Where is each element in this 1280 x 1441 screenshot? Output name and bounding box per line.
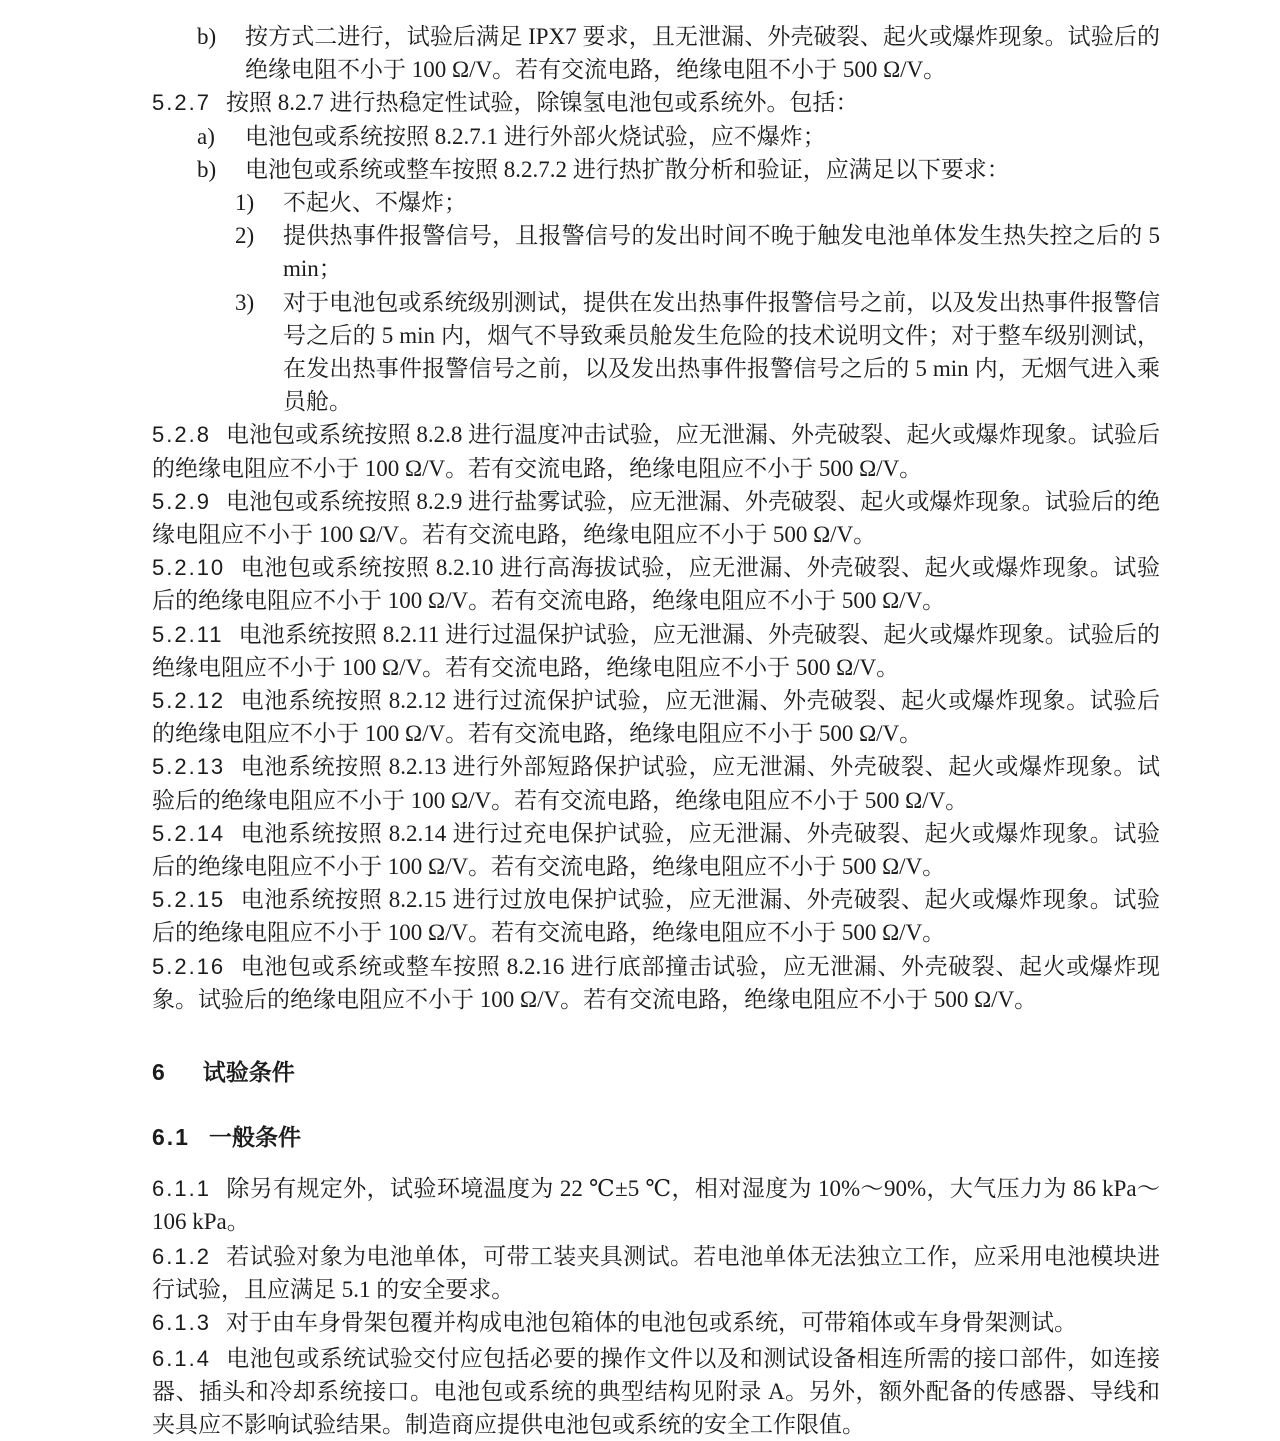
clause-text: 电池系统按照 8.2.11 进行过温保护试验，应无泄漏、外壳破裂、起火或爆炸现象。试验后的绝缘电阻应不小于 100 Ω/V。若有交流电路，绝缘电阻应不小于 500 Ω/V。	[152, 621, 1160, 680]
item-label: 2)	[235, 223, 255, 249]
clause-number: 6.1.4	[152, 1345, 211, 1371]
item-text: 按方式二进行，试验后满足 IPX7 要求，且无泄漏、外壳破裂、起火或爆炸现象。试验后的绝缘电阻不小于 100 Ω/V。若有交流电路，绝缘电阻不小于 500 Ω/V。	[245, 24, 1160, 83]
clause-5-2-15	[152, 883, 1160, 949]
item-label: 1)	[235, 190, 255, 216]
item-text: 电池包或系统或整车按照 8.2.7.2 进行热扩散分析和验证，应满足以下要求：	[245, 156, 1010, 182]
clause-number: 6.1.1	[152, 1175, 211, 1201]
clause-text: 电池系统按照 8.2.12 进行过流保护试验，应无泄漏、外壳破裂、起火或爆炸现象。试验后的绝缘电阻应不小于 100 Ω/V。若有交流电路，绝缘电阻应不小于 500 Ω/V。	[152, 688, 1160, 747]
clause-text: 电池包或系统按照 8.2.9 进行盐雾试验，应无泄漏、外壳破裂、起火或爆炸现象。试验后的绝缘电阻应不小于 100 Ω/V。若有交流电路，绝缘电阻应不小于 500 Ω/V。	[152, 488, 1160, 548]
clause-5-2-12	[152, 684, 1160, 750]
clause-number: 6.1.3	[152, 1310, 211, 1336]
clause-number: 5.2.13	[152, 754, 226, 780]
clause-number: 5.2.12	[152, 688, 226, 714]
list-item-b-waterproof	[152, 20, 1160, 86]
clause-text: 电池包或系统或整车按照 8.2.16 进行底部撞击试验，应无泄漏、外壳破裂、起火或爆炸现象。试验后的绝缘电阻应不小于 100 Ω/V。若有交流电路，绝缘电阻应不小于 500 Ω/V。	[152, 953, 1160, 1012]
clause-number: 5.2.16	[152, 953, 226, 979]
heading-title: 一般条件	[208, 1124, 301, 1151]
item-label: 3)	[235, 289, 255, 315]
clause-number: 5.2.7	[152, 90, 211, 116]
clause-text: 除另有规定外，试验环境温度为 22 ℃±5 ℃，相对湿度为 10%～90%，大气压力为 86 kPa～106 kPa。	[152, 1175, 1160, 1234]
clause-number: 6.1.2	[152, 1243, 211, 1269]
clause-5-2-11	[152, 618, 1160, 684]
clause-text: 电池系统按照 8.2.14 进行过充电保护试验，应无泄漏、外壳破裂、起火或爆炸现象。试验后的绝缘电阻应不小于 100 Ω/V。若有交流电路，绝缘电阻应不小于 500 Ω/V。	[152, 820, 1160, 880]
list-item-5-2-7-a	[152, 120, 1160, 153]
clause-number: 5.2.8	[152, 422, 211, 448]
clause-5-2-13	[152, 750, 1160, 816]
item-text: 不起火、不爆炸；	[283, 190, 467, 216]
clause-5-2-9	[152, 485, 1160, 551]
heading-title: 试验条件	[202, 1059, 295, 1086]
clause-number: 5.2.9	[152, 488, 211, 514]
clause-5-2-8	[152, 418, 1160, 484]
clause-text: 电池包或系统按照 8.2.10 进行高海拔试验，应无泄漏、外壳破裂、起火或爆炸现象。试验后的绝缘电阻应不小于 100 Ω/V。若有交流电路，绝缘电阻应不小于 500 Ω/V。	[152, 555, 1160, 614]
clause-6-1-1	[152, 1172, 1160, 1238]
clause-5-2-10	[152, 551, 1160, 617]
clause-6-1-4	[152, 1342, 1160, 1441]
clause-text: 电池系统按照 8.2.13 进行外部短路保护试验，应无泄漏、外壳破裂、起火或爆炸现象。试验后的绝缘电阻应不小于 100 Ω/V。若有交流电路，绝缘电阻应不小于 500 Ω/V。	[152, 754, 1160, 813]
clause-text: 对于由车身骨架包覆并构成电池包箱体的电池包或系统，可带箱体或车身骨架测试。	[225, 1310, 1077, 1336]
sub-item-2	[152, 219, 1160, 285]
clause-number: 5.2.11	[152, 621, 224, 647]
clause-5-2-14	[152, 817, 1160, 883]
clause-number: 5.2.10	[152, 555, 226, 581]
clause-6-1-3	[152, 1306, 1160, 1339]
item-label: b)	[197, 156, 217, 182]
heading-number: 6.1	[152, 1124, 190, 1151]
sub-item-3	[152, 286, 1160, 419]
clause-5-2-7	[152, 86, 1160, 119]
clause-number: 5.2.14	[152, 820, 226, 846]
clause-6-1-2	[152, 1240, 1160, 1306]
item-text: 电池包或系统按照 8.2.7.1 进行外部火烧试验，应不爆炸；	[245, 123, 826, 149]
clause-text: 电池包或系统按照 8.2.8 进行温度冲击试验，应无泄漏、外壳破裂、起火或爆炸现象。试验后的绝缘电阻应不小于 100 Ω/V。若有交流电路，绝缘电阻应不小于 500 Ω/V。	[152, 422, 1160, 481]
item-label: b)	[197, 24, 217, 49]
list-item-5-2-7-b	[152, 153, 1160, 186]
item-text: 提供热事件报警信号，且报警信号的发出时间不晚于触发电池单体发生热失控之后的 5 min；	[283, 223, 1160, 282]
clause-text: 若试验对象为电池单体，可带工装夹具测试。若电池单体无法独立工作，应采用电池模块进行试验，且应满足 5.1 的安全要求。	[152, 1243, 1160, 1303]
clause-5-2-16	[152, 950, 1160, 1016]
document-body	[152, 20, 1160, 1441]
clause-text: 按照 8.2.7 进行热稳定性试验，除镍氢电池包或系统外。包括：	[225, 90, 859, 116]
subsection-heading-6-1	[152, 1121, 1160, 1154]
sub-item-1	[152, 186, 1160, 219]
clause-number: 5.2.15	[152, 887, 226, 913]
item-label: a)	[197, 123, 215, 149]
section-heading-6	[152, 1056, 1160, 1089]
clause-text: 电池系统按照 8.2.15 进行过放电保护试验，应无泄漏、外壳破裂、起火或爆炸现象。试验后的绝缘电阻应不小于 100 Ω/V。若有交流电路，绝缘电阻应不小于 500 Ω/V。	[152, 887, 1160, 946]
item-text: 对于电池包或系统级别测试，提供在发出热事件报警信号之前，以及发出热事件报警信号之后的 5 min 内，烟气不导致乘员舱发生危险的技术说明文件；对于整车级别测试，在发出热事件报警信号之前，以及发出热事件报警信号之后的 5 min 内，无烟气进入乘员舱。	[283, 289, 1160, 415]
heading-number: 6	[152, 1059, 167, 1086]
clause-text: 电池包或系统试验交付应包括必要的操作文件以及和测试设备相连所需的接口部件，如连接器、插头和冷却系统接口。电池包或系统的典型结构见附录 A。另外，额外配备的传感器、导线和夹具应不影响试验结果。制造商应提供电池包或系统的安全工作限值。	[152, 1345, 1160, 1437]
